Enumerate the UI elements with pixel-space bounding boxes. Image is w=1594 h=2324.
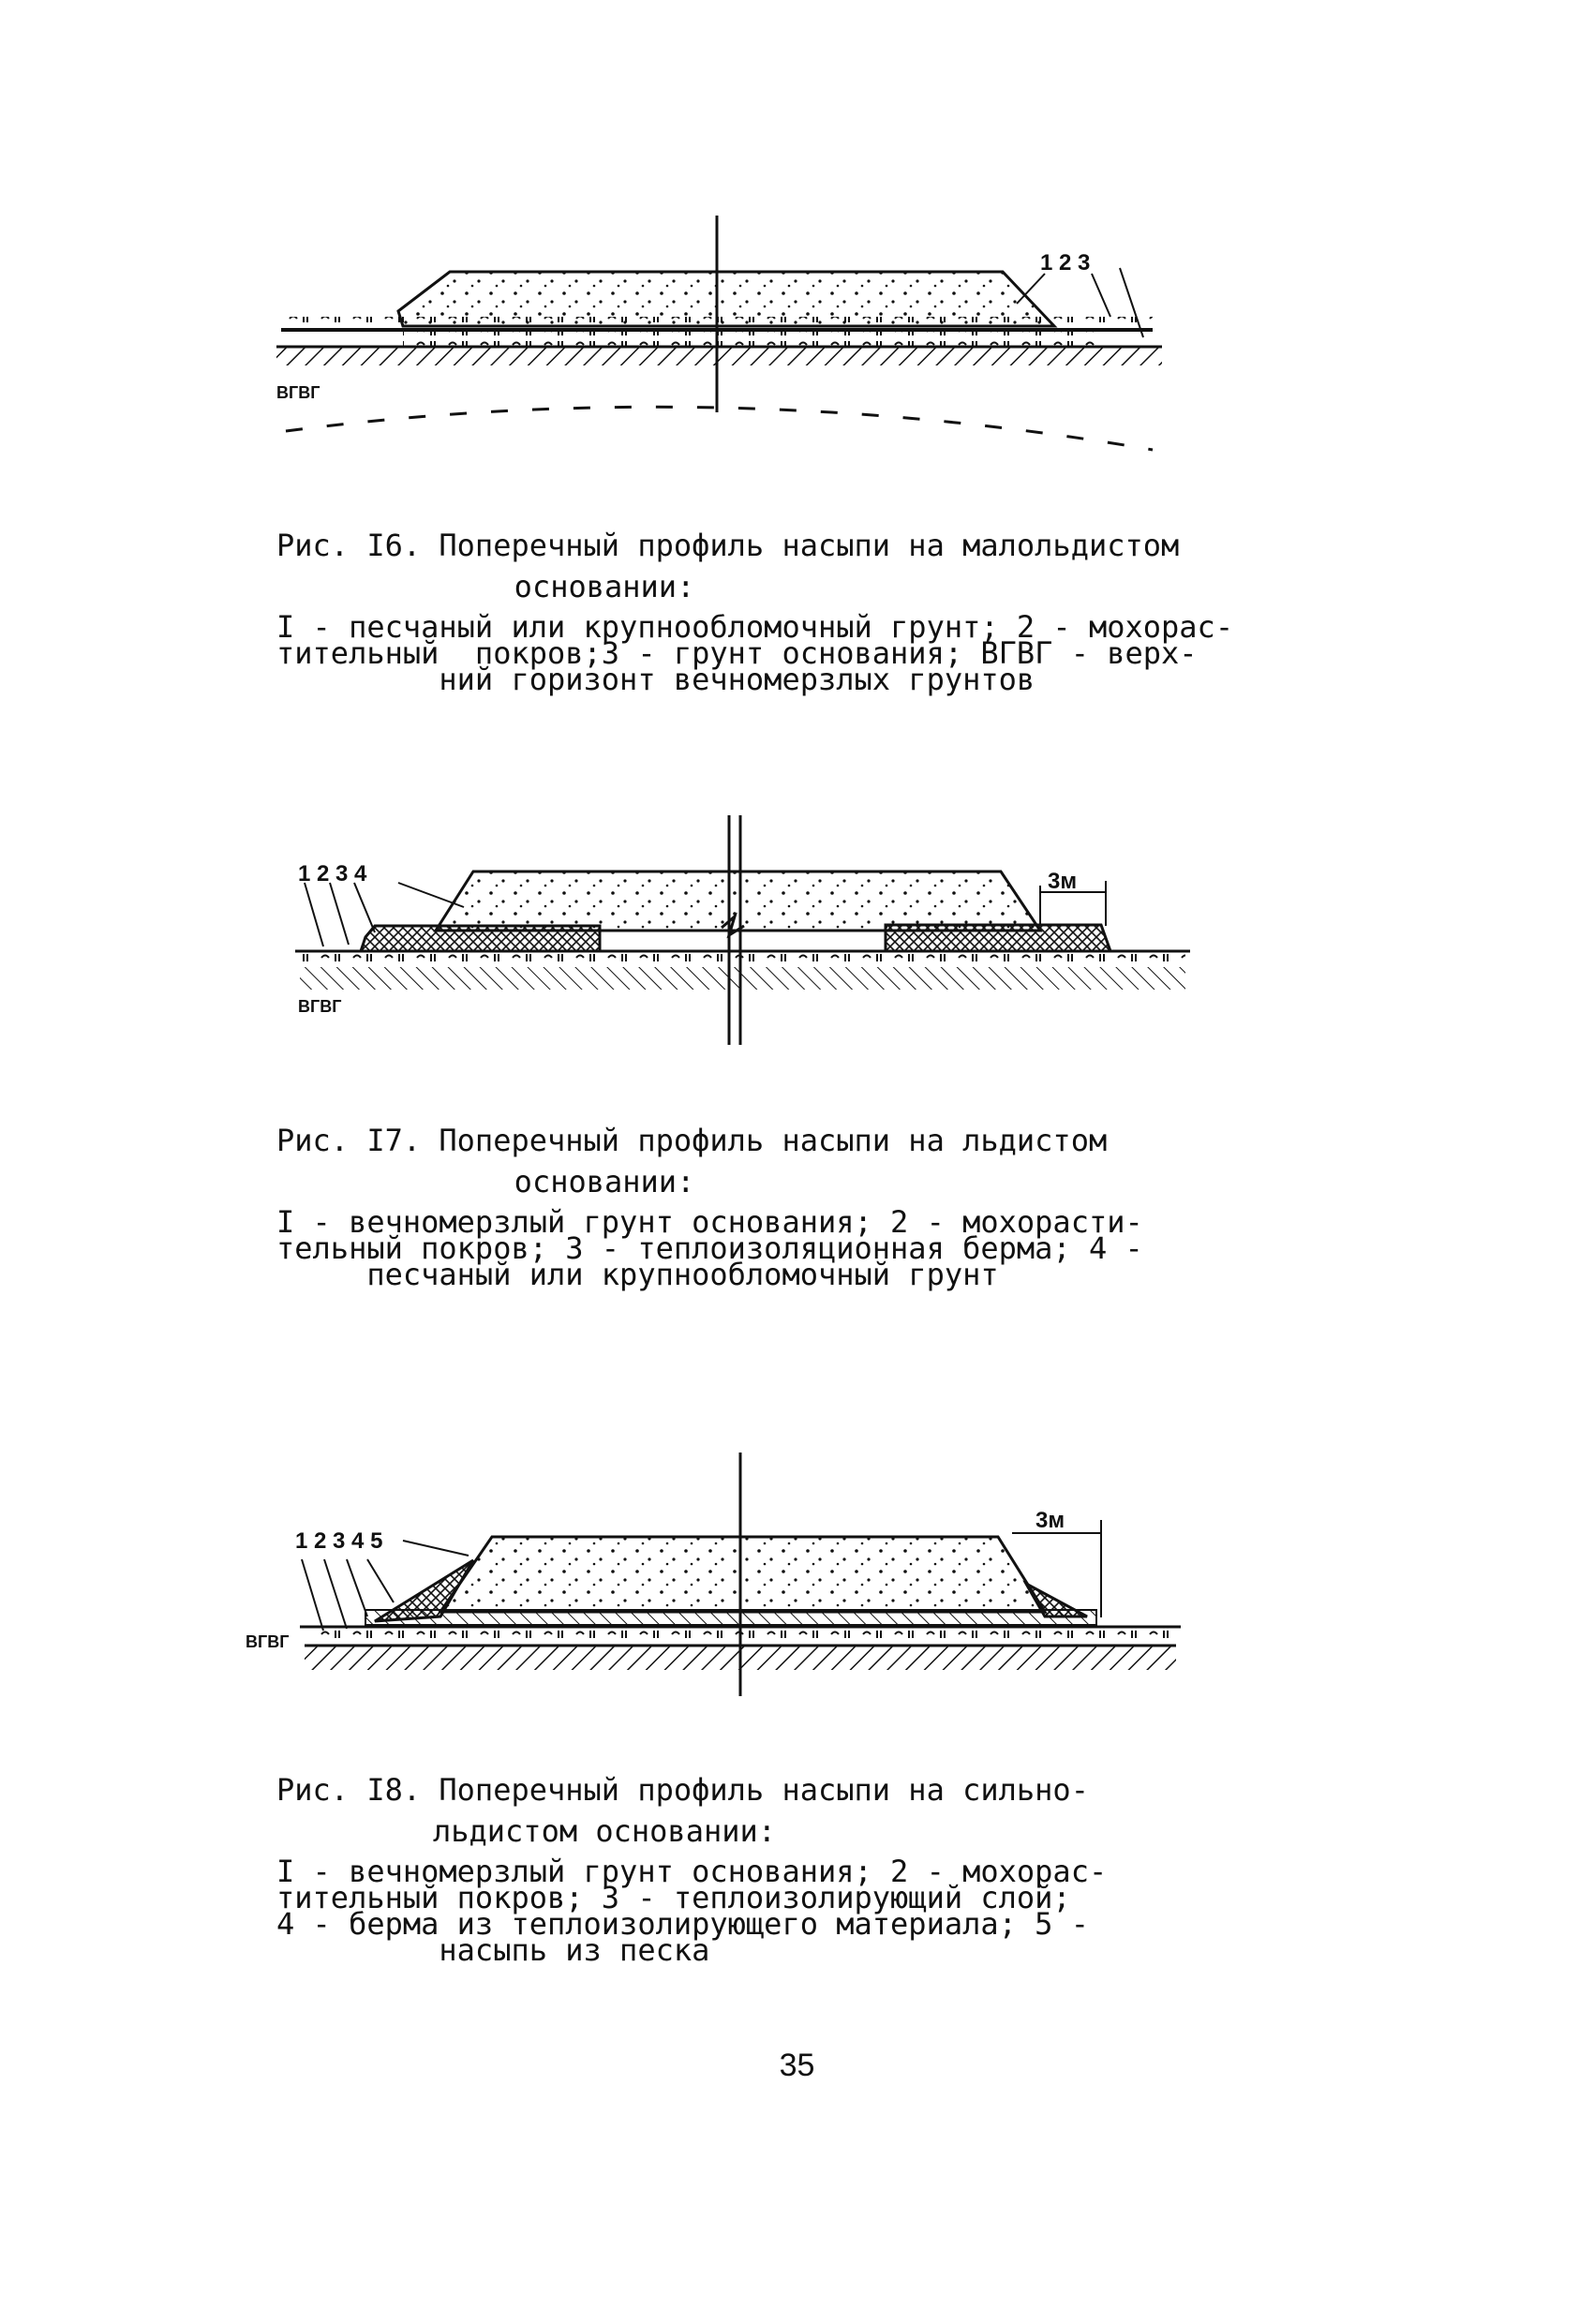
fig18-part-numbers: 1 2 3 4 5 xyxy=(295,1528,383,1554)
caption-title: Рис. I7. Поперечный профиль насыпи на льдистом xyxy=(276,1123,1108,1158)
caption-legend: I - вечномерзлый грунт основания; 2 - мохорасти- тельный покров; 3 - теплоизоляционная берма; 4 - песчаный или крупнообломочный грунт xyxy=(276,1204,1143,1292)
caption-title-continued: льдистом основании: xyxy=(432,1813,777,1849)
fig18-permafrost-label: ВГВГ xyxy=(246,1632,290,1651)
fig17-part-numbers: 1 2 3 4 xyxy=(298,861,367,886)
fig16-part-numbers: 1 2 3 xyxy=(1040,250,1091,276)
figure-18-drawing xyxy=(0,1443,1594,1724)
fig17-permafrost-label: ВГВГ xyxy=(298,997,342,1016)
page-number: 35 xyxy=(779,2048,815,2083)
figure-17-caption xyxy=(276,1123,1317,1292)
figure-16-caption xyxy=(276,528,1317,697)
caption-title: Рис. I6. Поперечный профиль насыпи на малольдистом xyxy=(276,528,1180,563)
figure-16-drawing xyxy=(0,206,1594,487)
fig16-permafrost-label: ВГВГ xyxy=(276,383,320,402)
caption-legend: I - песчаный или крупнообломочный грунт; 2 - мохорас- тительный покров;3 - грунт основания; ВГВГ - верх- ний горизонт вечномерзлых грунтов xyxy=(276,609,1234,697)
figure-18-caption xyxy=(276,1772,1317,1968)
caption-title-continued: основании: xyxy=(514,1164,695,1199)
figure-17-drawing xyxy=(0,806,1594,1059)
caption-title: Рис. I8. Поперечный профиль насыпи на сильно- xyxy=(276,1772,1089,1808)
caption-title-continued: основании: xyxy=(514,569,695,604)
caption-legend: I - вечномерзлый грунт основания; 2 - мохорас- тительный покров; 3 - теплоизолирующий слой; 4 - берма из теплоизолирующего материала; 5 - насыпь из песка xyxy=(276,1854,1108,1968)
fig17-dimension-3m: 3м xyxy=(1048,869,1078,894)
fig18-dimension-3m: 3м xyxy=(1035,1508,1065,1533)
